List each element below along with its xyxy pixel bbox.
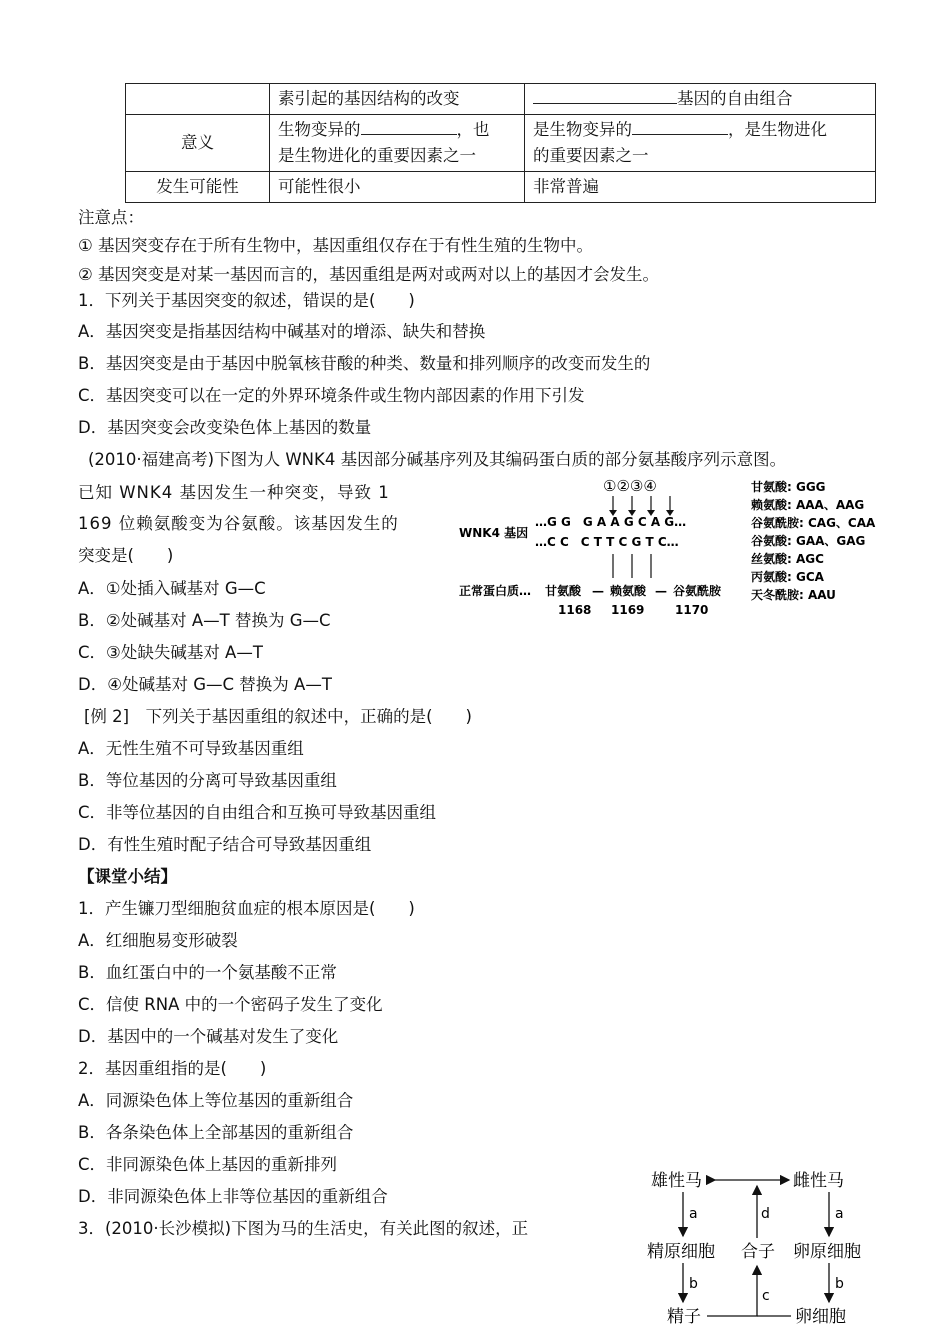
note-1: ① 基因突变存在于所有生物中，基因重组仅存在于有性生殖的生物中。 xyxy=(78,236,594,255)
codon-entry: 天冬酰胺: AAU xyxy=(751,588,836,602)
q2-option-b: B．②处碱基对 A—T 替换为 G—C xyxy=(78,611,331,630)
label-a: a xyxy=(835,1206,844,1222)
ex2-option-b: B．等位基因的分离可导致基因重组 xyxy=(78,771,337,790)
label-b: b xyxy=(689,1276,698,1292)
ex2-option-d: D．有性生殖时配子结合可导致基因重组 xyxy=(78,835,372,854)
codon-entry: 丝氨酸: AGC xyxy=(751,552,824,566)
sperm: 精子 xyxy=(667,1307,701,1327)
wnk4-figure xyxy=(455,474,895,624)
q1-option-c: C．基因突变可以在一定的外界环境条件或生物内部因素的作用下引发 xyxy=(78,386,585,405)
zygote: 合子 xyxy=(741,1242,775,1262)
codon-entry: 丙氨酸: GCA xyxy=(751,570,824,584)
codon-entry: 甘氨酸: GGG xyxy=(751,480,826,494)
mutation-markers: ①②③④ xyxy=(603,477,657,495)
summary-q2-option-a: A．同源染色体上等位基因的重新组合 xyxy=(78,1091,354,1110)
q2-stem-line1: (2010·福建高考)下图为人 WNK4 基因部分碱基序列及其编码蛋白质的部分氨基酸序列示意图。 xyxy=(88,450,787,469)
notes-title: 注意点： xyxy=(78,208,144,227)
ex2-stem: [例 2] 下列关于基因重组的叙述中，正确的是( ) xyxy=(84,707,472,726)
summary-q1-stem: 1．产生镰刀型细胞贫血症的根本原因是( ) xyxy=(78,899,415,918)
pos-1168: 1168 xyxy=(558,603,592,617)
pos-1170: 1170 xyxy=(675,603,709,617)
q1-option-d: D．基因突变会改变染色体上基因的数量 xyxy=(78,418,372,437)
svg-text:—: — xyxy=(592,584,604,598)
row-label: 发生可能性 xyxy=(126,172,270,203)
summary-title: 【课堂小结】 xyxy=(78,867,177,886)
summary-q2-option-c: C．非同源染色体上基因的重新排列 xyxy=(78,1155,338,1174)
summary-q1-option-d: D．基因中的一个碱基对发生了变化 xyxy=(78,1027,339,1046)
spermatogonium: 精原细胞 xyxy=(647,1242,715,1262)
note-2: ② 基因突变是对某一基因而言的，基因重组是两对或两对以上的基因才会发生。 xyxy=(78,265,660,284)
female-horse: 雌性马 xyxy=(793,1171,844,1191)
q1-option-b: B．基因突变是由于基因中脱氧核苷酸的种类、数量和排列顺序的改变而发生的 xyxy=(78,354,651,373)
q2-option-d: D．④处碱基对 G—C 替换为 A—T xyxy=(78,675,332,694)
table-row xyxy=(126,172,876,203)
summary-q1-option-c: C．信使 RNA 中的一个密码子发生了变化 xyxy=(78,995,383,1014)
q2-stem-line2: 已知 WNK4 基因发生一种突变，导致 1 xyxy=(78,483,390,502)
table-row xyxy=(126,115,876,172)
horse-lifecycle-figure xyxy=(645,1160,875,1340)
label-a: a xyxy=(689,1206,698,1222)
codon-entry: 赖氨酸: AAA、AAG xyxy=(751,498,865,512)
table-row xyxy=(126,84,876,115)
aa-1169: 赖氨酸 xyxy=(610,584,647,598)
summary-q1-option-b: B．血红蛋白中的一个氨基酸不正常 xyxy=(78,963,337,982)
svg-text:—: — xyxy=(655,584,667,598)
summary-q3-stem: 3．(2010·长沙模拟)下图为马的生活史，有关此图的叙述，正 xyxy=(78,1219,529,1238)
q1-stem: 1．下列关于基因突变的叙述，错误的是( ) xyxy=(78,291,415,310)
label-b: b xyxy=(835,1276,844,1292)
table-cell: 可能性很小 xyxy=(270,172,525,203)
oogonium: 卵原细胞 xyxy=(793,1242,861,1262)
pos-1169: 1169 xyxy=(611,603,645,617)
table-cell: 基因的自由组合 xyxy=(525,84,876,115)
table-cell: 非常普遍 xyxy=(525,172,876,203)
ex2-option-c: C．非等位基因的自由组合和互换可导致基因重组 xyxy=(78,803,437,822)
summary-q2-option-b: B．各条染色体上全部基因的重新组合 xyxy=(78,1123,354,1142)
aa-1170: 谷氨酰胺 xyxy=(673,584,722,598)
table-cell: 生物变异的 ，也 是生物进化的重要因素之一 xyxy=(270,115,525,172)
row-label: 意义 xyxy=(126,115,270,172)
strand-top: …G G G A A G C A G… xyxy=(535,515,687,529)
codon-entry: 谷氨酸: GAA、GAG xyxy=(751,534,866,548)
summary-q2-option-d: D．非同源染色体上非等位基因的重新组合 xyxy=(78,1187,388,1206)
aa-1168: 甘氨酸 xyxy=(545,584,582,598)
summary-q2-stem: 2．基因重组指的是( ) xyxy=(78,1059,267,1078)
egg-cell: 卵细胞 xyxy=(795,1307,846,1327)
table-cell: 是生物变异的 ，是生物进化 的重要因素之一 xyxy=(525,115,876,172)
codon-entry: 谷氨酰胺: CAG、CAA xyxy=(751,516,876,530)
q2-option-a: A．①处插入碱基对 G—C xyxy=(78,579,266,598)
summary-q1-option-a: A．红细胞易变形破裂 xyxy=(78,931,238,950)
protein-label: 正常蛋白质… xyxy=(459,584,532,598)
gene-label: WNK4 基因 xyxy=(459,526,529,540)
q2-stem-line4: 突变是( ) xyxy=(78,546,174,565)
strand-bottom: …C C C T T C G T C… xyxy=(535,535,679,549)
table-cell: 素引起的基因结构的改变 xyxy=(270,84,525,115)
label-d: d xyxy=(761,1206,770,1222)
q1-option-a: A．基因突变是指基因结构中碱基对的增添、缺失和替换 xyxy=(78,322,486,341)
label-c: c xyxy=(762,1288,770,1304)
ex2-option-a: A．无性生殖不可导致基因重组 xyxy=(78,739,304,758)
comparison-table xyxy=(125,83,876,203)
q2-option-c: C．③处缺失碱基对 A—T xyxy=(78,643,263,662)
male-horse: 雄性马 xyxy=(651,1171,702,1191)
q2-stem-line3: 169 位赖氨酸变为谷氨酸。该基因发生的 xyxy=(78,514,399,533)
